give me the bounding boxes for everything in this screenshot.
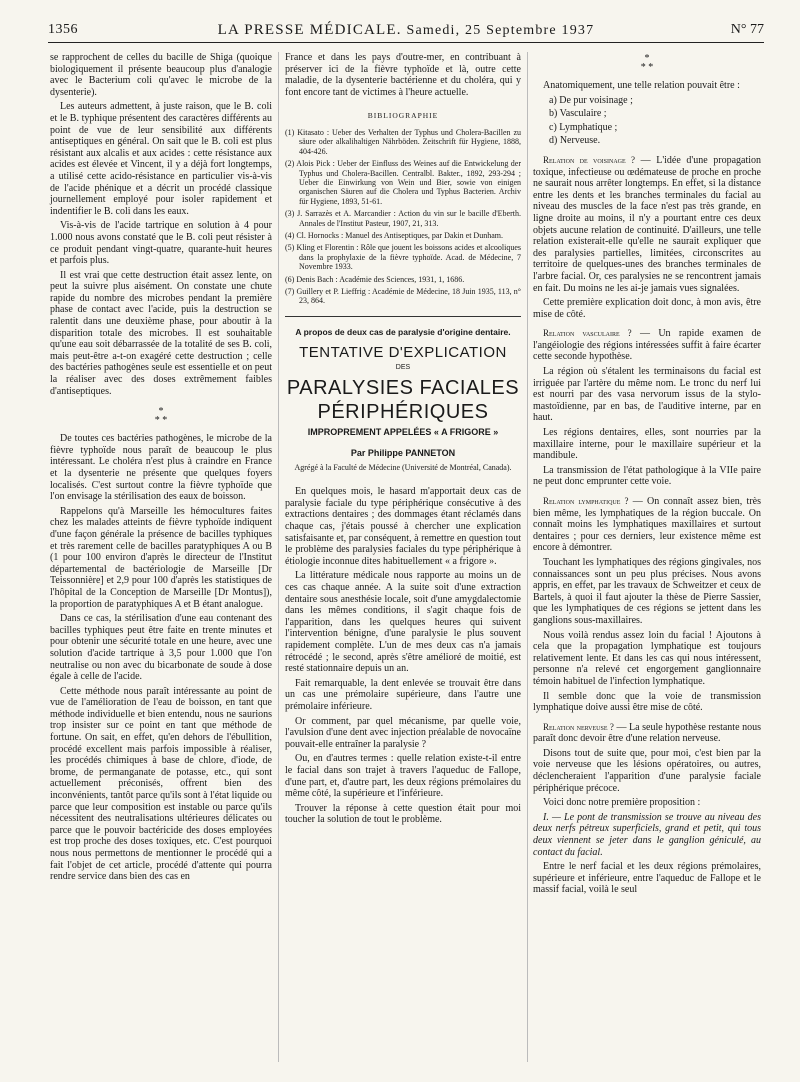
article-kicker: A propos de deux cas de paralysie d'origine dentaire. [295,326,511,337]
list-item: c) Lymphatique ; [549,121,618,133]
paragraph: Fait remarquable, la dent enlevée se trouvait être dans un cas une prémolaire supérieure, dans l'autre une prémolaire inférieure. [285,677,521,712]
issue-number: N° 77 [730,22,764,37]
paragraph: France et dans les pays d'outre-mer, en contribuant à préserver ici de la fièvre typhoïde et là, outre cette maladie, de la dysenterie bactérienne et du choléra, qui y font encore tant de victimes à l'heure actuelle. [285,52,521,98]
page-number: 1356 [48,22,78,37]
column-2 [285,52,521,829]
article-author: Par Philippe PANNETON [350,448,456,459]
paragraph: I. — Le pont de transmission se trouve au niveau des deux nerfs pétreux superficiels, grand et petit, qui tous deux viennent se jeter dans le ganglion géniculé, au contact du facial. [533,811,761,858]
paragraph: Touchant les lymphatiques des régions gingivales, nos connaissances sont un peu plus précises. Nous avons appris, en effet, par les travaux de Schweitzer et ceux de Bartels, à quoi il faut ajouter la thèse de Pierre Sassier, que les lymphatiques de ces régions se jettent dans les ganglions sous-maxillaires. [533,556,761,626]
paragraph: Or comment, par quel mécanisme, par quelle voie, l'avulsion d'une dent avec injection préalable de novocaïne pouvait-elle entraîner la paralysie ? [285,715,521,750]
paragraph: Les régions dentaires, elles, sont nourries par la maxillaire interne, pour le maxillaire supérieur et la mandibule. [533,427,761,462]
article-divider [285,316,521,317]
bibliography-entry: (4) Cl. Hornocks : Manuel des Antiseptiques, par Dakin et Dunham. [285,231,503,241]
article-title-line-3: PÉRIPHÉRIQUES [317,400,489,423]
list-item: a) De pur voisinage ; [549,94,633,106]
masthead-title: LA PRESSE MÉDICALE. [217,22,402,38]
bibliography-entry: (3) J. Sarrazès et A. Marcandier : Action du vin sur le bacille d'Eberth. Annales de l'Institut Pasteur, 1907, 21, 313. [285,209,521,228]
list-item: d) Nerveuse. [549,135,601,147]
paragraph: Entre le nerf facial et les deux régions prémolaires, supérieure et inférieure, entre l'aqueduc de Fallope et le massif facial, voilà le seul [533,861,761,896]
column-divider [527,52,528,1062]
paragraph: Rappelons qu'à Marseille les hémocultures faites chez les malades atteints de fièvre typhoïde indiquent d'une façon générale la présence de bacilles typhiques et très rarement celle de bacilles paratyphiques A ou B (1 pour 100 environ d'après le directeur de l'Institut départemental de bactériologie de Marseille [Dr Teissonnière] et 2,9 pour 100 d'après les statistiques de l'hôpital de la Conception de Marseille [Dr Montus]), la proportion de paratyphiques A et B étant analogue. [50,505,272,610]
paragraph: Cette première explication doit donc, à mon avis, être mise de côté. [533,297,761,320]
column-divider [278,52,279,1062]
paragraph: La littérature médicale nous rapporte au moins un de ces cas chaque année. A la suite soit d'une extraction dentaire sous anesthésie locale, soit d'une amygdalectomie dans les mêmes conditions, il s'agit chaque fois de l'apparition, dans les quelques heures qui suivent l'intervention bénigne, d'une paralysie le plus souvent rapidement complète. L'un de mes deux cas n'a jamais rétrocédé ; le second, après s'être amélioré de moitié, est resté stationnaire depuis un an. [285,570,521,675]
bibliography-entry: (6) Denis Bach : Académie des Sciences, 1931, 1, 1686. [285,274,465,284]
paragraph: — Un rapide examen de l'angéiologie des régions intéressées suffit à faire écarter cette seconde hypothèse. [533,328,761,363]
section-separator: * * * [640,53,654,73]
page-header [48,22,764,42]
paragraph: Ou, en d'autres termes : quelle relation existe-t-il entre le facial dans son trajet à travers l'aqueduc de Fallope, d'une part, et, d'autre part, les deux régions prémolaires du même côté, la supérieure et l'inférieure. [285,753,521,800]
article-title-line-2: PARALYSIES FACIALES [286,376,520,399]
author-affiliation: Agrégé à la Faculté de Médecine (Université de Montréal, Canada). [294,462,512,472]
column-3 [533,52,761,899]
paragraph: Trouver la réponse à cette question était pour moi toucher la solution de tout le problème. [285,802,521,826]
section-lymphatique [533,496,761,714]
paragraph: — La seule hypothèse restante nous paraît donc devoir être d'une relation nerveuse. [533,721,761,745]
article-title-line-1: TENTATIVE D'EXPLICATION [299,344,507,362]
paragraph: Les auteurs admettent, à juste raison, que le B. coli et le B. typhique présentent des caractères différents au point de vue de leur sensibilité aux différents antiseptiques en général. On sait que le B. coli est plus résistant aux alcalis et aux acides : cette résistance aux acides est élevée et Vincent, il y a déjà fort longtemps, a utilisé cette acido-résistance en particulier vis-à-vis de l'acide phénique et a décrit un procédé classique journellement employé pour isoler rapidement et indentifier le B. coli dans les eaux. [50,101,272,217]
section-nerveuse [533,722,761,896]
section-lead: Relation lymphatique ? [543,496,629,506]
paragraph: Cette méthode nous paraît intéressante au point de vue de l'amélioration de l'eau de boisson, en tant que méthode individuelle et bien entendu, nous ne saurions trop insister sur ce point en tant que méthode de fortune. On sait, en effet, qu'en dehors de l'ébullition, procédé excellent mais parfois impossible à réaliser, les procédés chimiques à base de chlore, d'iode, de brome, de permanganate de potasse, etc., qui sont actuellement préconisés, offrent bien des inconvénients, tantôt parce qu'ils sont à l'état liquide ou parce que leur composition est instable ou parce qu'ils nécessitent des neutralisations ultérieures délicates ou parce que le pouvoir bactéricide des doses employées est trop proche des doses toxiques, etc. C'est pourquoi nous nous permettons de mentionner le procédé qui a fait l'objet de cet article, procédé d'attente qui pourra rendre service dans bien des cas en [50,685,272,883]
header-rule [48,42,764,43]
paragraph: En quelques mois, le hasard m'apportait deux cas de paralysie faciale du type périphérique consécutive à des extractions dentaires ; des dommages étant réclamés dans chaque cas, j'étais poussé à chercher une explication satisfaisante et, par conséquent, à remettre en question tout le problème des paralysies faciales du type périphérique à étiologie inconnue dites habituellement « a frigore ». [285,486,521,567]
paragraph: La région où s'étalent les terminaisons du facial est irriguée par l'artère du même nom. Le tronc du nerf lui est nourri par des vasa nervorum issus de la stylo-mastoïdienne, par en bas, de l'auditive interne, par en haut. [533,366,761,424]
section-voisinage [533,155,761,320]
bibliography-heading: BIBLIOGRAPHIE [367,111,439,121]
paragraph: — L'idée d'une propagation toxique, infectieuse ou œdémateuse de proche en proche ne saurait nous arrêter longtemps. En effet, si la distance entre les dents et les branches terminales du facial au niveau des muscles de la face n'est pas très grande, en ligne droite au moins, il n'y a pourtant entre ces deux objets aucune relation de continuité. D'ailleurs, une telle relation existerait-elle qu'elle ne saurait expliquer que des paralysies partielles, limitées, circonscrites au territoire de quelques-unes des branches terminales de l'arbre facial. Or, ces paralysies ne se rencontrent jamais en fait. Du moins ne les ai-je jamais vues signalées. [533,154,761,294]
paragraph: se rapprochent de celles du bacille de Shiga (quoique biologiquement il présente beaucoup plus d'analogie avec le Bacterium coli qu'avec le microbe de la dysenterie). [50,52,272,98]
paragraph: Vis-à-vis de l'acide tartrique en solution à 4 pour 1.000 nous avons constaté que le B. coli peut résister à ce produit pendant vingt-quatre, quarante-huit heures et parfois plus. [50,220,272,267]
masthead [48,22,764,39]
section-lead: Relation vasculaire ? [543,328,632,339]
article-subtitle: IMPROPREMENT APPELÉES « A FRIGORE » [307,426,499,437]
bibliography-entry: (2) Alois Pick : Ueber der Einfluss des Weines auf die Entwickelung der Typhus und Cholera-Bacillen. Centralbl. Bakter., 1892, 293-294 ; Ueber die Einwirkung von Wein und Bier, sowie von einigen organischen Säuren auf die Cholera und Typhus Bacterien. Archiv für Hygiene, 1893, 51-61. [285,159,521,206]
paragraph: Dans ce cas, la stérilisation d'une eau contenant des bacilles typhiques peut être faite en trente minutes et pour obtenir une sécurité totale en une heure, avec une solution d'acide tartrique à 3,5 pour 1.000 que l'on neutralise ou non avec du bicarbonate de soude à dose égale à celle de l'acide. [50,613,272,683]
section-separator: * * * [154,406,168,427]
bibliography-entry: (1) Kitasato : Ueber des Verhalten der Typhus und Cholera-Bacillen zu säure oder alkalihaltigen Nährböden. Zeitschrift für Hygiene, 1888, 404-426. [285,127,521,156]
section-lead: Relation nerveuse ? [543,721,614,732]
column-1 [50,52,272,886]
paragraph: La transmission de l'état pathologique à la VIIe paire ne peut donc emprunter cette voie. [533,464,761,488]
issue-date: Samedi, 25 Septembre 1937 [406,23,595,38]
section-lead: Relation de voisinage ? [543,154,636,165]
article-title-connector: DES [395,363,411,371]
paragraph: Disons tout de suite que, pour moi, c'est bien par la voie nerveuse que les lésions opératoires, ou autres, déclencheraient l'apparition d'une paralysie faciale périphérique précoce. [533,747,761,794]
paragraph: Nous voilà rendus assez loin du facial ! Ajoutons à cela que la propagation lymphatique est toujours relativement lente. Et dans les cas qui nous intéressent, personne n'a relevé cet engorgement ganglionnaire témoin habituel de l'infection lymphatique. [533,629,761,687]
paragraph: De toutes ces bactéries pathogènes, le microbe de la fièvre typhoïde nous paraît de beaucoup le plus intéressant. Le choléra n'est plus à craindre en France et la dysenterie ne présente que quelques foyers localisés. C'est surtout contre la fièvre typhoïde que l'on envisage la stérilisation des eaux de boisson. [50,433,272,503]
paragraph: — On connaît assez bien, très bien même, les lymphatiques de la région buccale. On connaît moins les lymphatiques maxillaires et surtout dentaires ; pour ces derniers, leur existence même est encore à démontrer. [533,496,761,554]
paragraph: Anatomiquement, une telle relation pouvait être : [543,80,740,91]
bibliography-entry: (7) Guillery et P. Lieffrig : Académie de Médecine, 18 Juin 1935, 113, n° 23, 864. [285,287,521,306]
paragraph: Voici donc notre première proposition : [543,797,701,809]
bibliography-entry: (5) Kling et Florentin : Rôle que jouent les boissons acides et alcooliques dans la prophylaxie de la fièvre typhoïde. Acad. de Médecine, 7 Novembre 1933. [285,243,521,272]
paragraph: Il est vrai que cette destruction était assez lente, on peut la suivre plus aisément. On constate une chute rapide du nombre des microbes pendant la première phase de contact avec l'acide, puis la destruction se ralentit dans une deuxième phase, pour aboutir à la disparition totale des microbes. Il est souhaitable qu'une eau soit débarrassée de la totalité de ses B. coli, mais peut-être a-t-on exagéré cette destruction ; celle des bactéries pathogènes seule est essentielle et on peut la réaliser avec des doses extrêmement faibles d'antiseptiques. [50,269,272,397]
list-item: b) Vasculaire ; [549,108,607,120]
paragraph: Il semble donc que la voie de transmission lymphatique doive aussi être mise de côté. [533,690,761,714]
section-vasculaire [533,328,761,488]
